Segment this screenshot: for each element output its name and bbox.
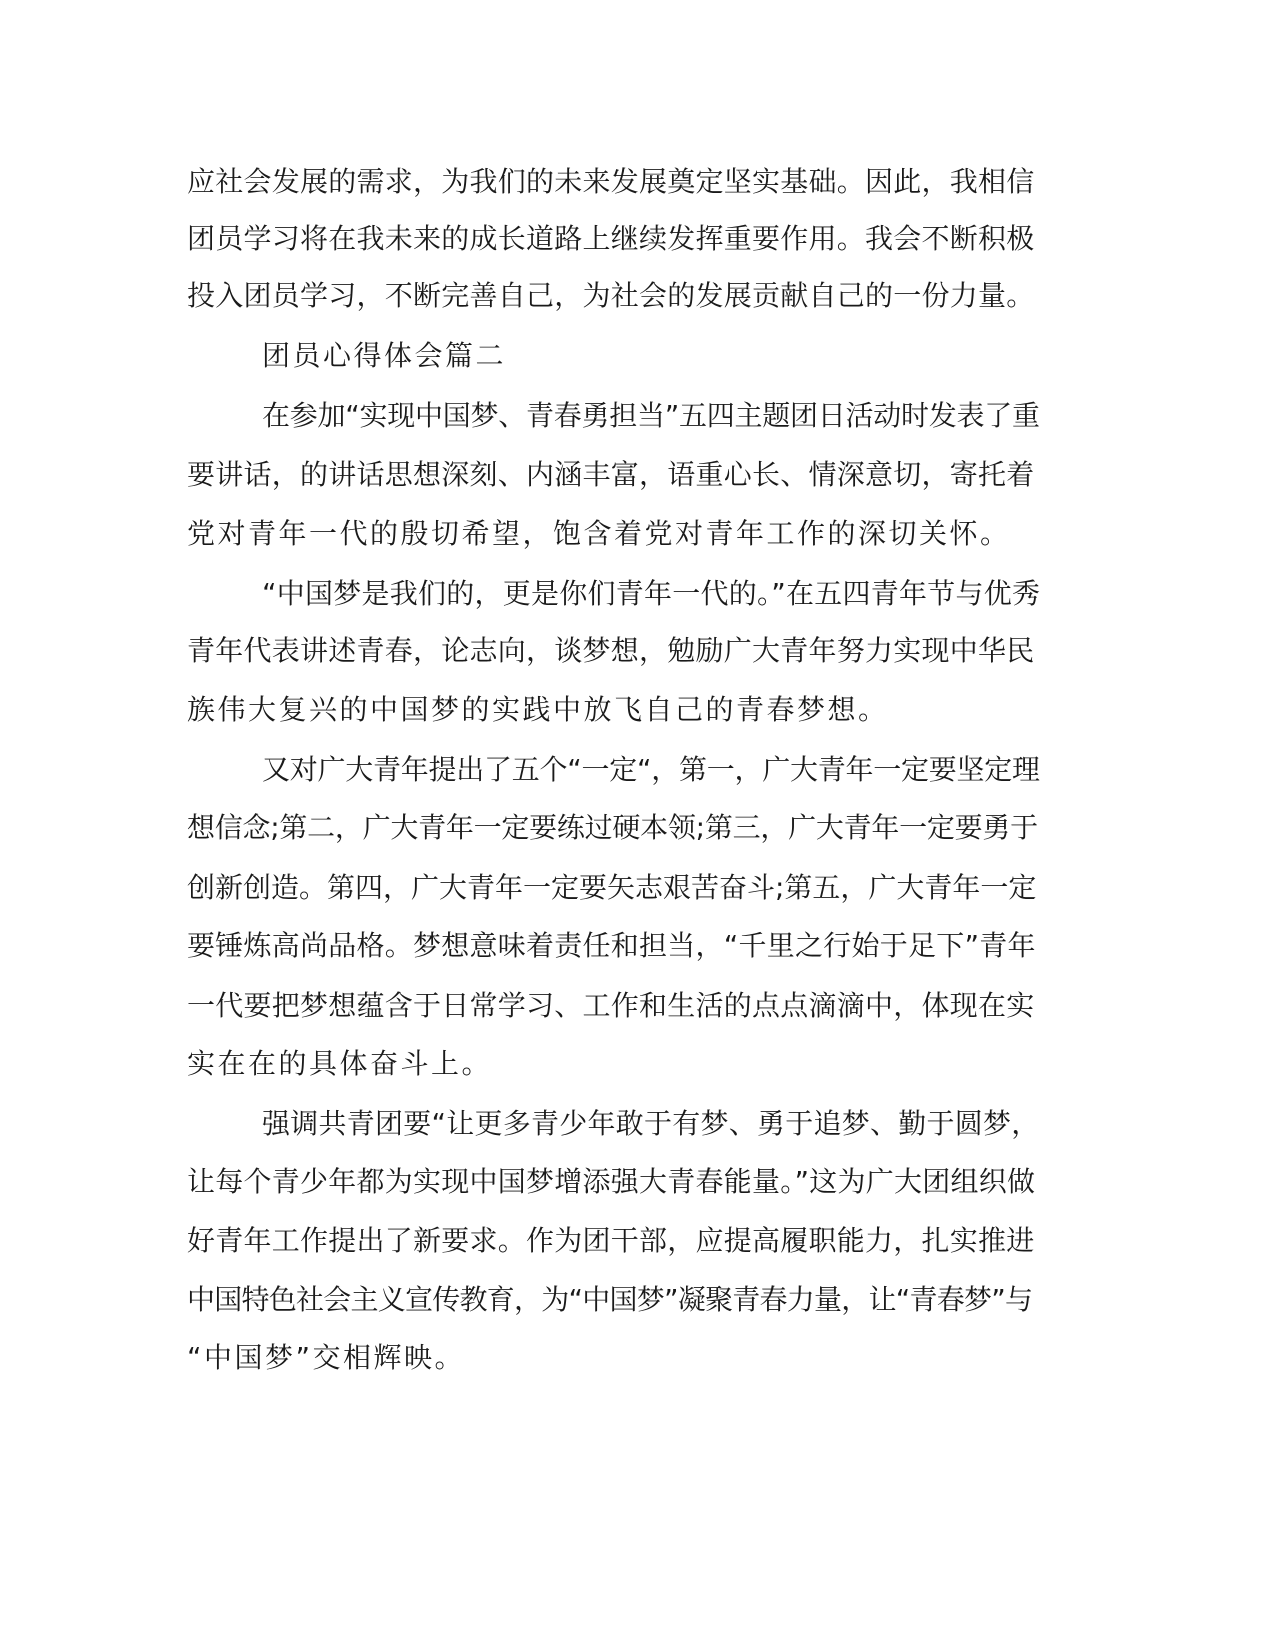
paragraph-line: 又对广大青年提出了五个“一定“，第一，广大青年一定要坚定理 bbox=[262, 753, 1040, 786]
paragraph-line: 党对青年一代的殷切希望，饱含着党对青年工作的深切关怀。 bbox=[187, 517, 1011, 550]
paragraph-line: 青年代表讲述青春，论志向，谈梦想，勉励广大青年努力实现中华民 bbox=[187, 634, 1035, 667]
paragraph-line: 强调共青团要“让更多青少年敢于有梦、勇于追梦、勤于圆梦， bbox=[262, 1107, 1040, 1140]
paragraph-line: 团员学习将在我未来的成长道路上继续发挥重要作用。我会不断积极 bbox=[187, 222, 1035, 255]
paragraph-line: 在参加“实现中国梦、青春勇担当”五四主题团日活动时发表了重 bbox=[262, 399, 1040, 432]
paragraph-line: 好青年工作提出了新要求。作为团干部，应提高履职能力，扎实推进 bbox=[187, 1224, 1035, 1257]
paragraph-line: 一代要把梦想蕴含于日常学习、工作和生活的点点滴滴中，体现在实 bbox=[187, 989, 1035, 1022]
paragraph-line: 创新创造。第四，广大青年一定要矢志艰苦奋斗;第五，广大青年一定 bbox=[187, 871, 1037, 904]
paragraph-line: 想信念;第二，广大青年一定要练过硬本领;第三，广大青年一定要勇于 bbox=[187, 811, 1038, 844]
paragraph-line: 要讲话，的讲话思想深刻、内涵丰富，语重心长、情深意切，寄托着 bbox=[187, 458, 1035, 491]
paragraph-line: 族伟大复兴的中国梦的实践中放飞自己的青春梦想。 bbox=[187, 693, 889, 726]
paragraph-line: 投入团员学习，不断完善自己，为社会的发展贡献自己的一份力量。 bbox=[187, 279, 1035, 312]
paragraph-line: 实在在的具体奋斗上。 bbox=[187, 1047, 493, 1080]
paragraph-line: “中国梦”交相辉映。 bbox=[187, 1341, 466, 1374]
paragraph-line: 应社会发展的需求，为我们的未来发展奠定坚实基础。因此，我相信 bbox=[187, 165, 1035, 198]
paragraph-line: “中国梦是我们的，更是你们青年一代的。”在五四青年节与优秀 bbox=[262, 577, 1041, 610]
paragraph-line: 要锤炼高尚品格。梦想意味着责任和担当，“千里之行始于足下”青年 bbox=[187, 929, 1036, 962]
paragraph-line: 中国特色社会主义宣传教育，为“中国梦”凝聚青春力量，让“青春梦”与 bbox=[187, 1283, 1033, 1316]
paragraph-line: 让每个青少年都为实现中国梦增添强大青春能量。”这为广大团组织做 bbox=[187, 1165, 1036, 1198]
section-heading: 团员心得体会篇二 bbox=[262, 339, 507, 372]
